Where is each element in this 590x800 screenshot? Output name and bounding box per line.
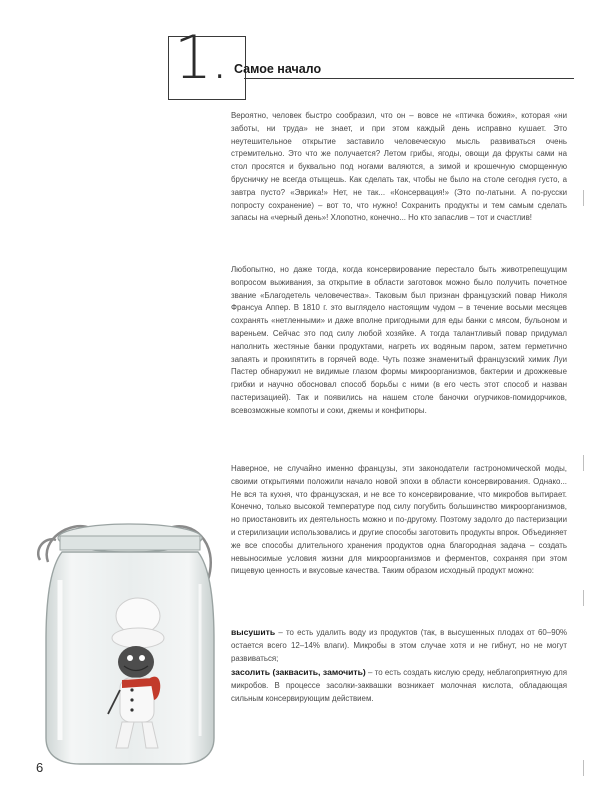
paragraph-2: Любопытно, но даже тогда, когда консервирование перестало быть животрепещущим вопросом выживания, за открытие в области заготовок можно было получить почетное звание «Благодетель человечества». Таковым был признан французский повар Николя Франсуа Аппер. В 1810 г. это выглядело настоящим чудом – в течение восьми месяцев сохранять «нетленными» и даже вполне пригодными для еды банки с мясом, бульоном и вареньем. Сейчас это под силу любой хозяйке. А тогда талантливый повар придумал наполнить жестяные банки продуктами, нагреть их водяным паром, затем герметично запаять и прокипятить в горячей воде. Чуть позже знаменитый французский химик Луи Пастер обнаружил не видимые глазом формы микроорганизмов, бактерии и дрожжевые грибки и научно обосновал способ борьбы с ними (в его честь этот способ и назван пастеризацией). Так и появились на нашем столе баночки огурчиков-помидорчиков, всевозможные компоты и соки, джемы и конфитюры. — [231, 265, 567, 415]
crop-mark — [583, 590, 584, 606]
term-salt: засолить (заквасить, замочить) — [231, 667, 366, 677]
paragraph-3: Наверное, не случайно именно французы, эти законодатели гастрономической моды, своими открытиями положили начало новой эпохи в области консервирования. Однако... Не вся та кухня, что французская, и не все то консервирование, что микробов вытирает. Конечно, только высокой температуре под силу погубить большинство микроорганизмов, но приостановить их деятельность можно и по-другому. Поэтому задолго до пастеризации и стерилизации использовались и другие способы заготовить продукты впрок. Объединяет же все способы длительного хранения продуктов одна благородная задача – создать невыносимые условия жизни для микроорганизмов и ферментов, сохраняя при этом пищевую ценность и вкусовые качества. Таким образом исходный продукт можно: — [231, 464, 567, 576]
jar-illustration — [30, 500, 230, 770]
crop-mark — [583, 455, 584, 471]
term-dry: высушить — [231, 627, 276, 637]
crop-mark — [583, 190, 584, 206]
term-dry-description: – то есть удалить воду из продуктов (так, в высушенных плодах от 60–90% остается всего 12–14% влаги). Микробы в этом случае хотя и не гибнут, но не могут развиваться; — [231, 628, 567, 663]
chapter-number: 1. — [174, 23, 228, 93]
chapter-title-rule — [244, 78, 574, 79]
crop-mark — [583, 760, 584, 776]
chapter-title: Самое начало — [234, 62, 322, 76]
paragraph-dry — [231, 626, 567, 665]
chef-face — [118, 646, 154, 678]
page-number: 6 — [36, 760, 44, 775]
term-salt-description: – то есть создать кислую среду, неблагоприятную для микробов. В процессе засолки-заквашки возникает молочная кислота, обладающая сильным консервирующим действием. — [231, 668, 567, 703]
paragraph-1: Вероятно, человек быстро сообразил, что он – вовсе не «птичка божия», которая «ни заботы, ни труда» не знает, и при этом каждый день исправно кушает. Это неутешительное открытие заставило человеческую мысль развиваться очень стремительно. Это что же получается? Летом грибы, ягоды, овощи да фрукты сами на стол просятся и буквально под ногами валяются, а зимой и крошечную сморщенную брусничку не всегда отыщешь. Как сделать так, чтобы не было на столе сегодня густо, а завтра пусто? «Эврика!» Нет, не так... «Консервация!» (Это по-латыни. А по-русски попросту сохранение) – вот то, что нужно! Сохранить продукты и тем самым сделать запасы на «черный день»! Хлопотно, конечно... Но кто запаслив – тот и счастлив! — [231, 111, 567, 223]
paragraph-salt — [231, 666, 567, 705]
